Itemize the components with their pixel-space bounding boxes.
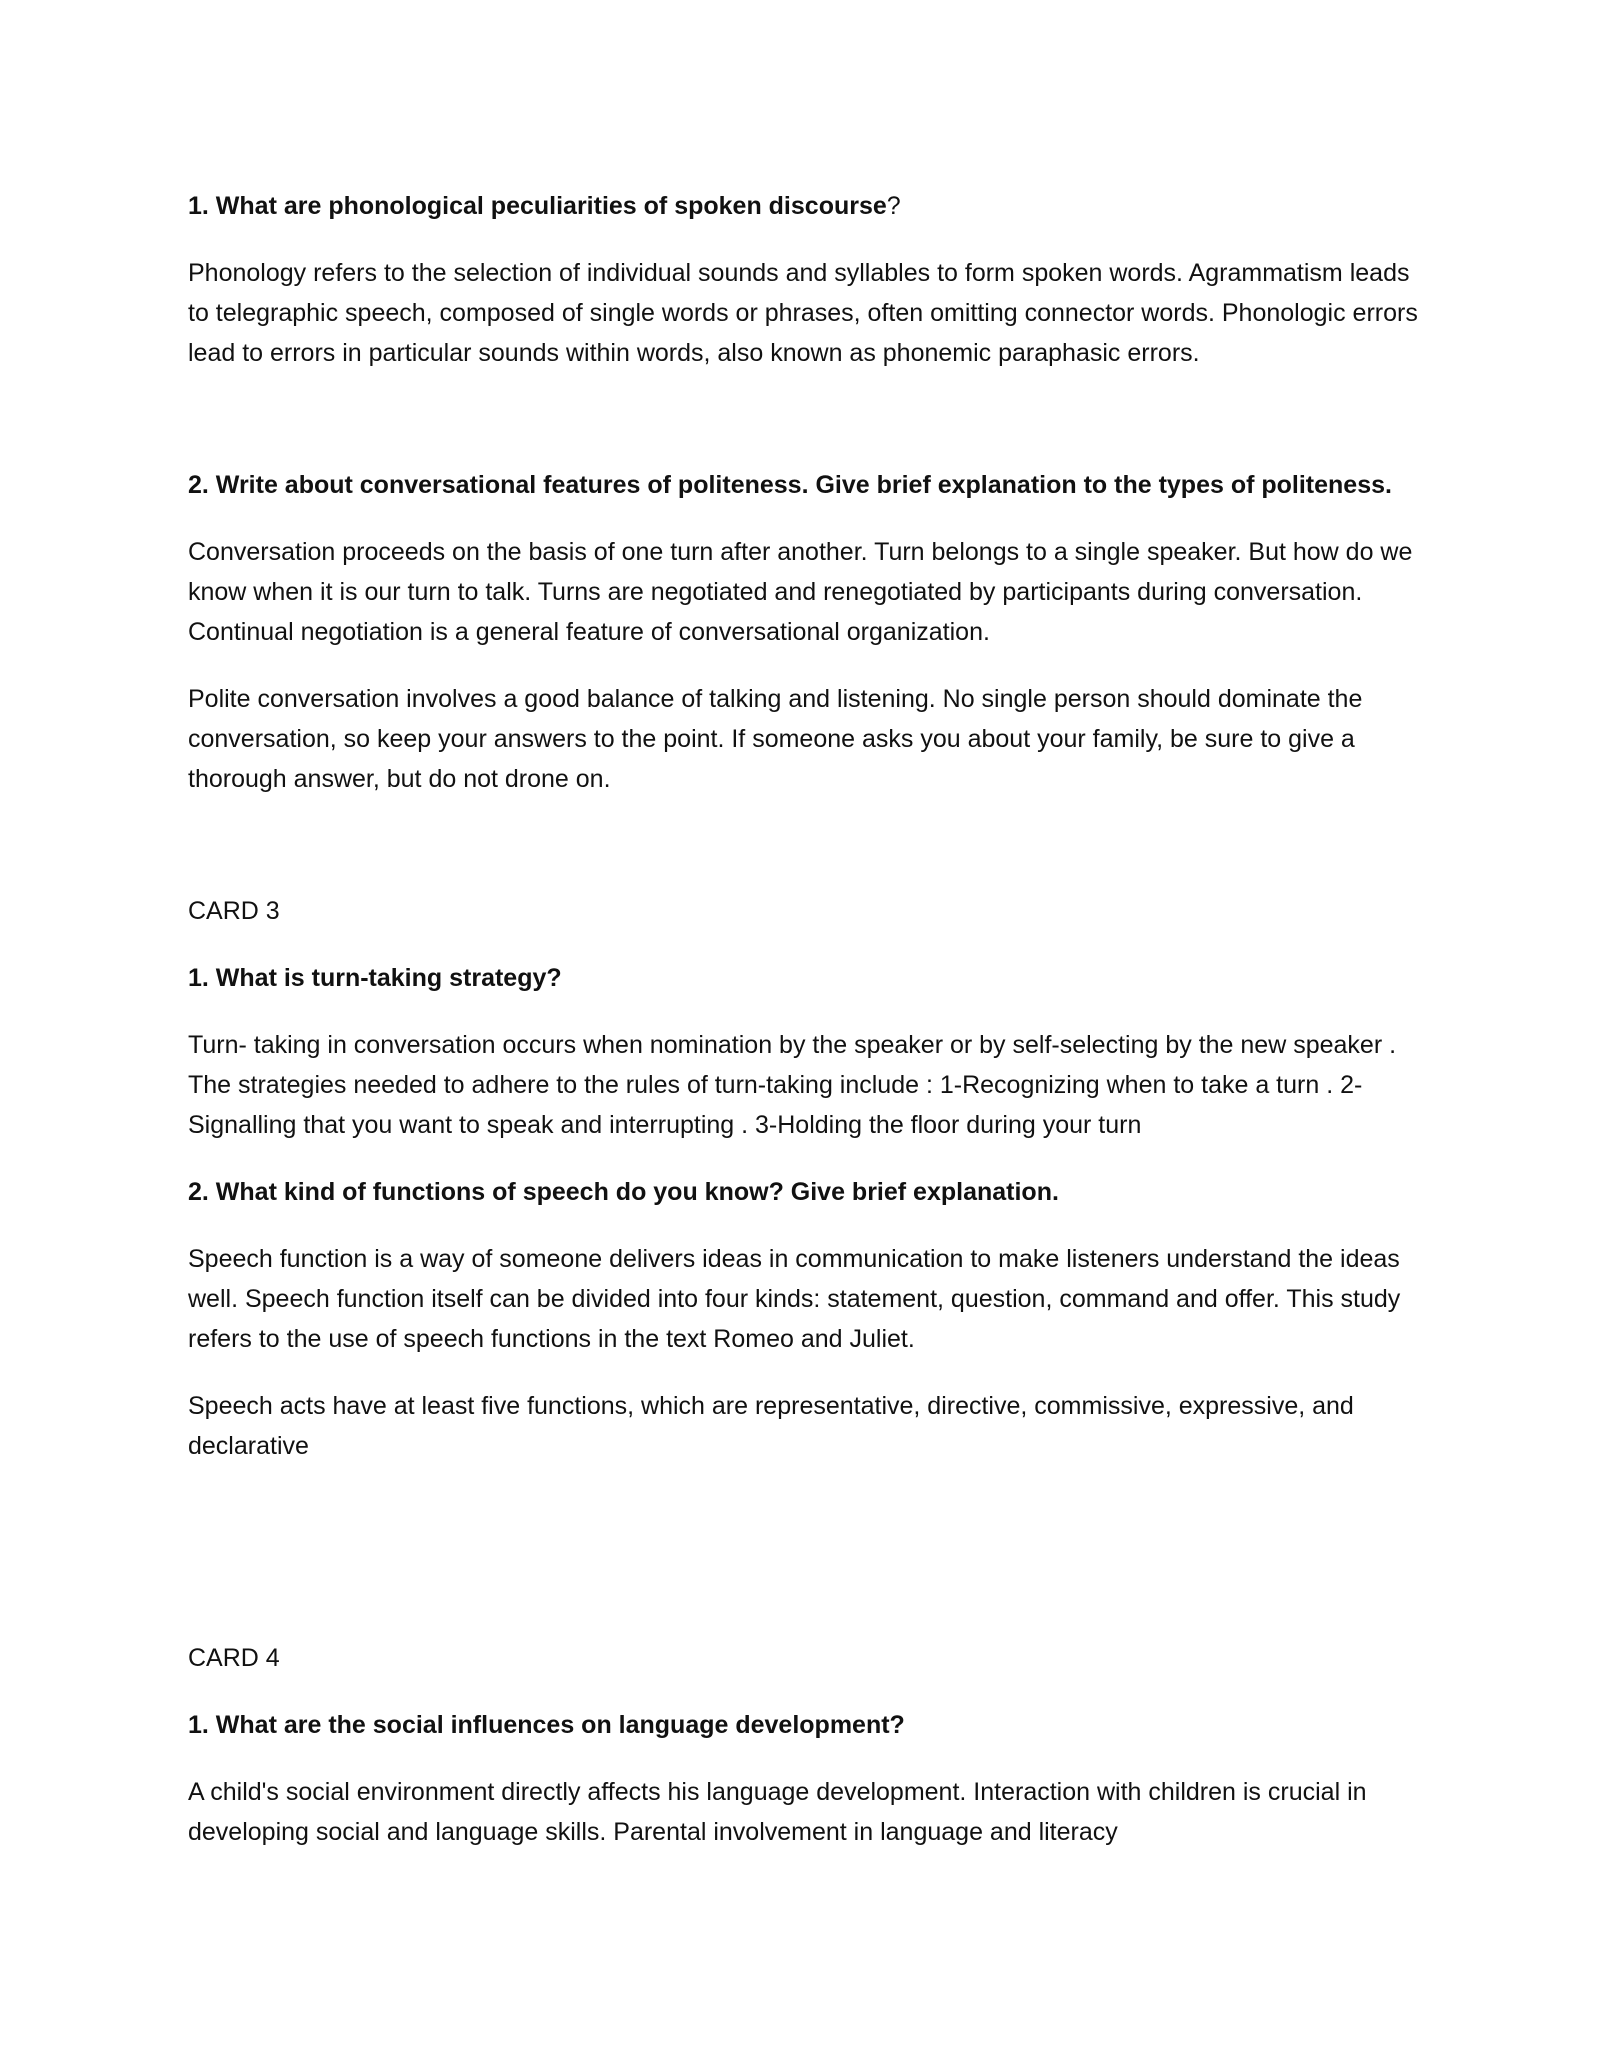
answer-turn-taking: Turn- taking in conversation occurs when nomination by the speaker or by self-selecting by the new speaker . The strategies needed to adhere to the rules of turn-taking include : 1-Recognizing when to take a turn . 2- Signalling that you want to speak and interrupting . 3-Holding the floor during your turn [188, 1031, 1397, 1139]
question-text: 1. What are phonological peculiarities of spoken discourse [188, 192, 887, 220]
question-politeness: 2. Write about conversational features of politeness. Give brief explanation to the types of politeness. [188, 471, 1392, 499]
answer-speech-functions-paragraph-1: Speech function is a way of someone delivers ideas in communication to make listeners understand the ideas well. Speech function itself can be divided into four kinds: statement, question, command and offer. This study refers to the use of speech functions in the text Romeo and Juliet. [188, 1245, 1401, 1353]
card-4-heading: CARD 4 [188, 1644, 280, 1672]
question-mark: ? [886, 192, 901, 220]
question-social-influences: 1. What are the social influences on language development? [188, 1711, 905, 1739]
card-3-heading: CARD 3 [188, 897, 280, 925]
document-page [188, 186, 1418, 1852]
answer-social-influences: A child's social environment directly affects his language development. Interaction with children is crucial in developing social and language skills. Parental involvement in language and literacy [188, 1778, 1367, 1846]
answer-politeness-paragraph-1: Conversation proceeds on the basis of one turn after another. Turn belongs to a single speaker. But how do we know when it is our turn to talk. Turns are negotiated and renegotiated by participants during conversation. Continual negotiation is a general feature of conversational organization. [188, 538, 1413, 646]
answer-phonological-peculiarities: Phonology refers to the selection of individual sounds and syllables to form spoken words. Agrammatism leads to telegraphic speech, composed of single words or phrases, often omitting connector words. Phonologic errors lead to errors in particular sounds within words, also known as phonemic paraphasic errors. [188, 259, 1418, 367]
answer-politeness-paragraph-2: Polite conversation involves a good balance of talking and listening. No single person should dominate the conversation, so keep your answers to the point. If someone asks you about your family, be sure to give a thorough answer, but do not drone on. [188, 685, 1363, 793]
question-turn-taking: 1. What is turn-taking strategy? [188, 964, 562, 992]
question-phonological-peculiarities [188, 186, 1418, 226]
answer-speech-functions-paragraph-2: Speech acts have at least five functions, which are representative, directive, commissive, expressive, and declarative [188, 1392, 1354, 1460]
question-speech-functions: 2. What kind of functions of speech do you know? Give brief explanation. [188, 1178, 1059, 1206]
